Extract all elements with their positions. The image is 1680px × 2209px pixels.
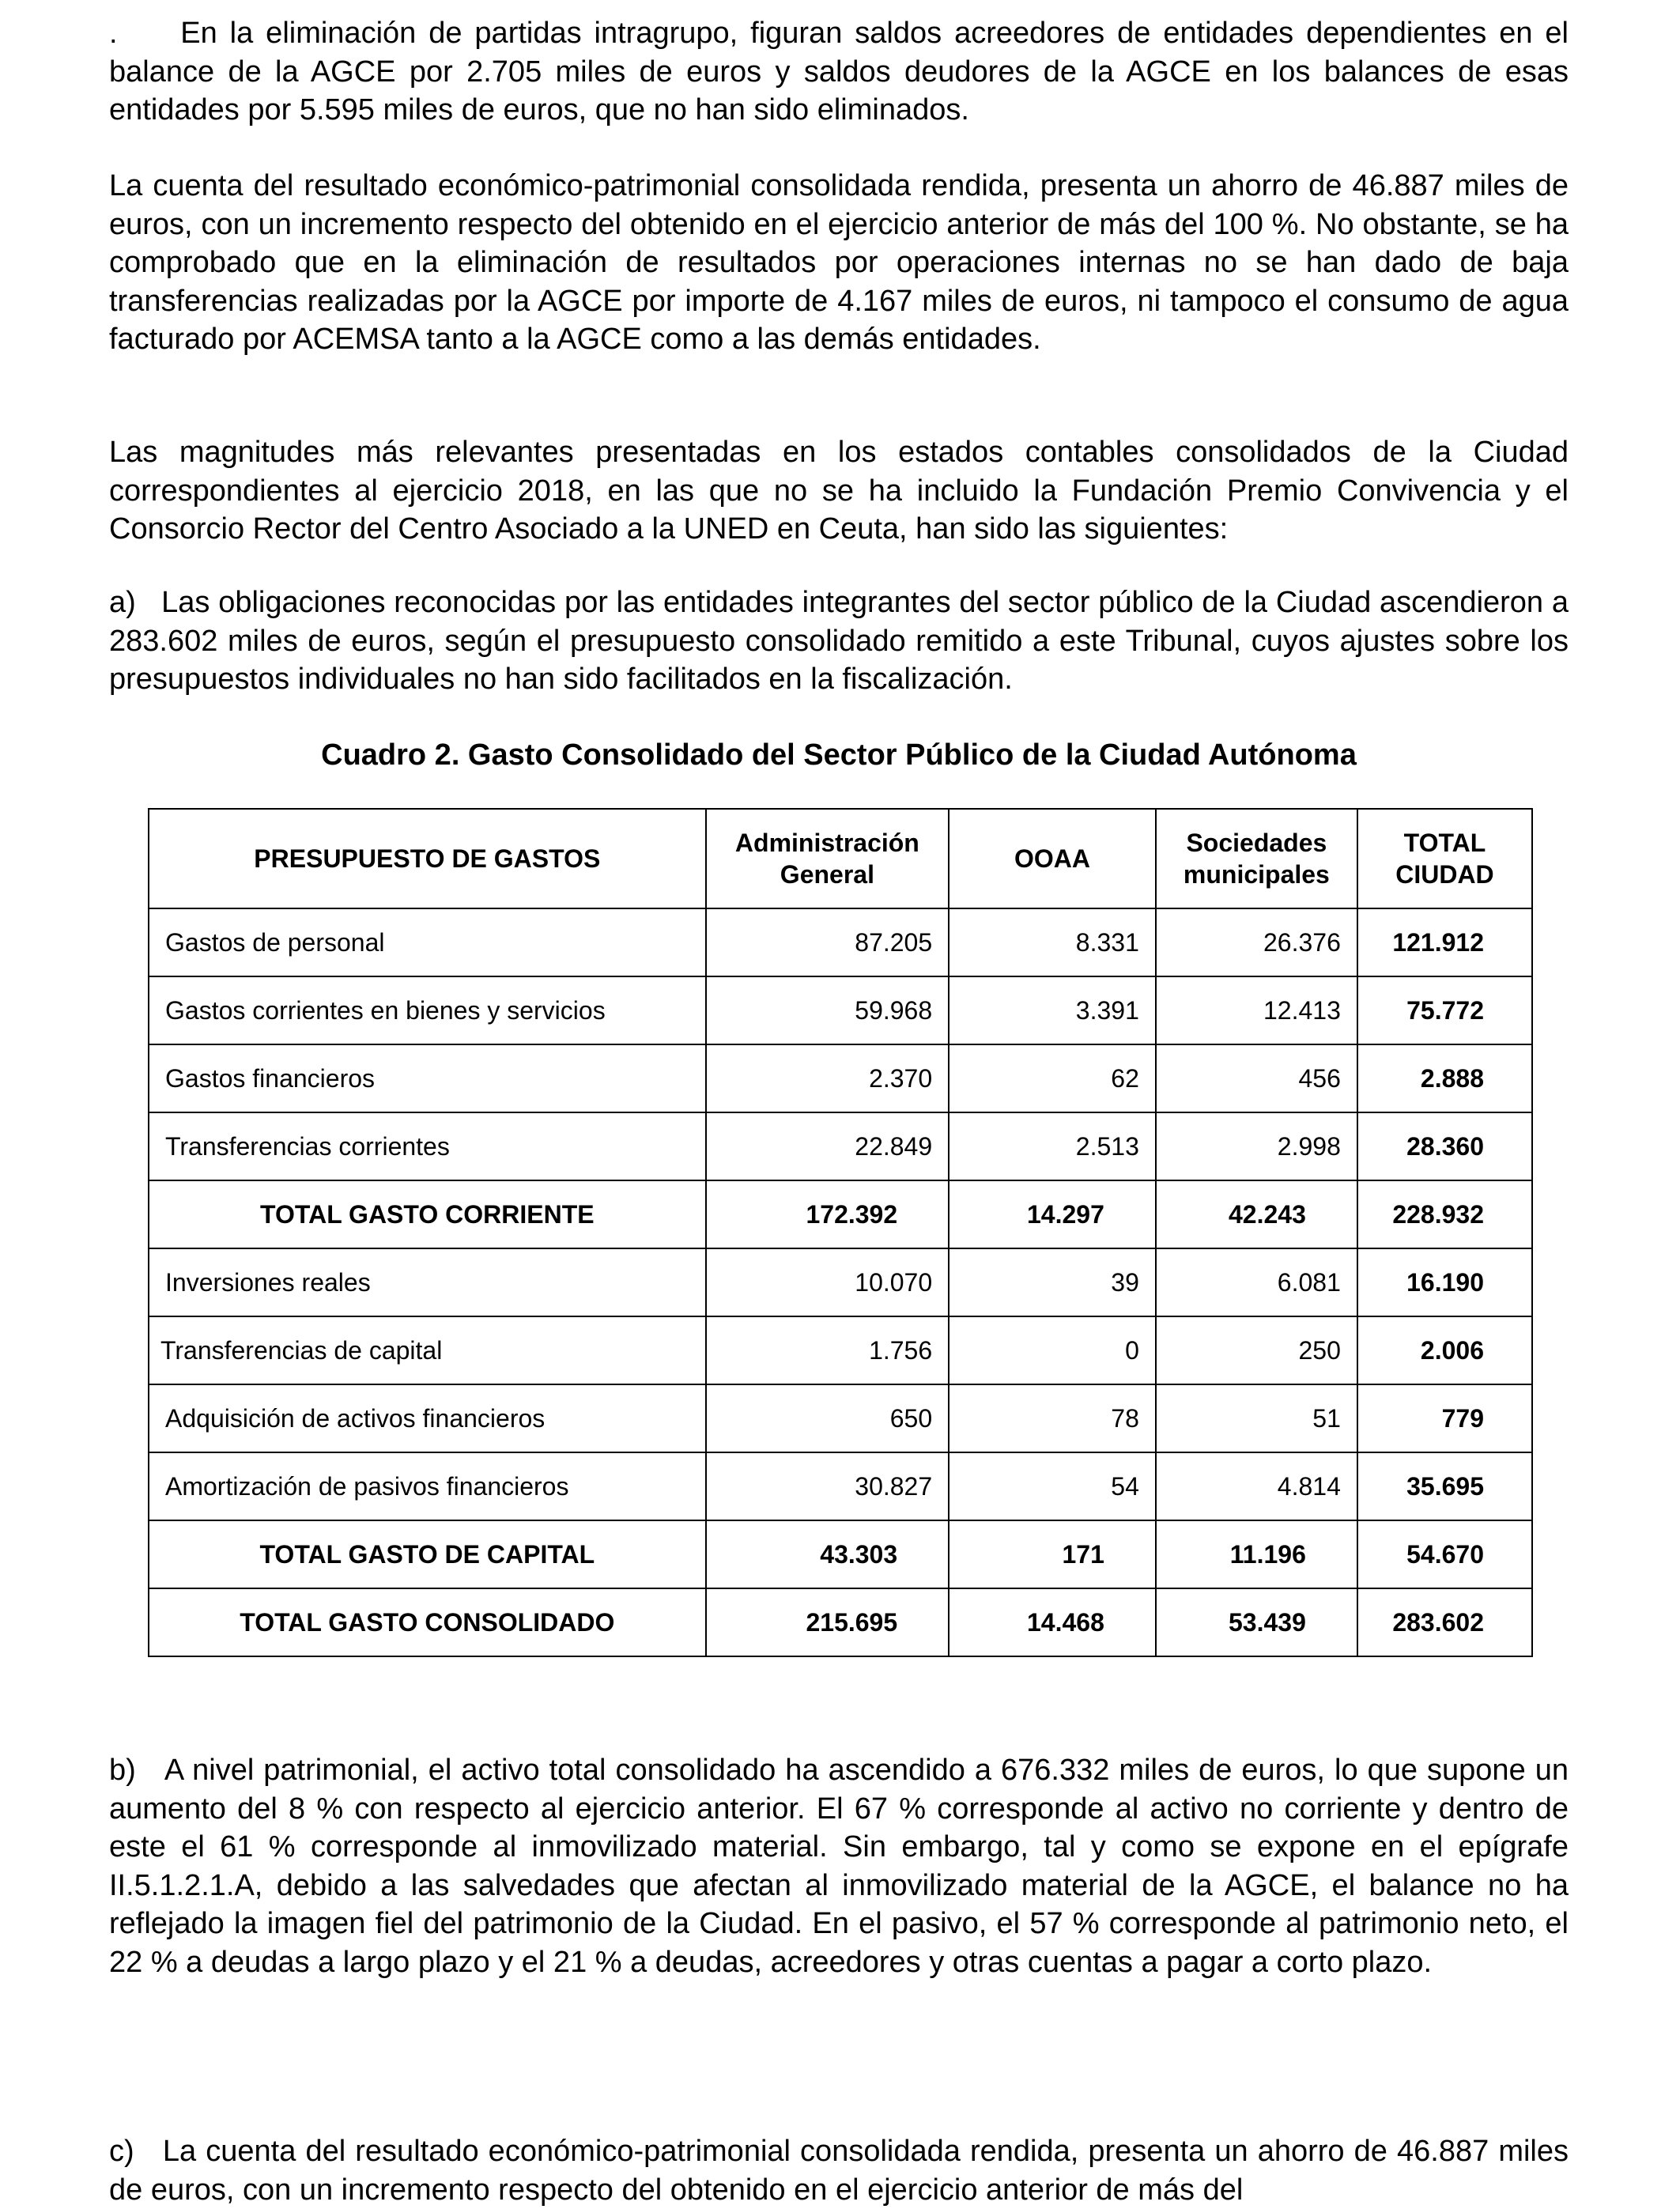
cell-total: 35.695 xyxy=(1357,1452,1532,1520)
cell-soc: 250 xyxy=(1156,1316,1357,1384)
cell-ooaa: 78 xyxy=(949,1384,1156,1452)
table-row xyxy=(149,1248,1532,1316)
cell-total: 283.602 xyxy=(1357,1588,1532,1656)
table-row xyxy=(149,976,1532,1044)
cell-ooaa: 2.513 xyxy=(949,1112,1156,1180)
cell-ooaa: 14.297 xyxy=(949,1180,1156,1248)
header-total-line1: TOTAL xyxy=(1403,829,1486,857)
paragraph-patrimonial: b) A nivel patrimonial, el activo total consolidado ha ascendido a 676.332 miles de euros, lo que supone un aumento del 8 % con respecto al ejercicio anterior. El 67 % corresponde al activo no corriente y dentro de este el 61 % corresponde al inmovilizado material. Sin embargo, tal y como se expone en el epígrafe II.5.1.2.1.A, debido a las salvedades que afectan al inmovilizado material de la AGCE, el balance no ha reflejado la imagen fiel del patrimonio de la Ciudad. En el pasivo, el 57 % corresponde al patrimonio neto, el 22 % a deudas a largo plazo y el 21 % a deudas, acreedores y otras cuentas a pagar a corto plazo. xyxy=(109,1754,1569,1979)
cell-soc: 51 xyxy=(1156,1384,1357,1452)
cell-ag: 172.392 xyxy=(706,1180,949,1248)
cell-ooaa: 62 xyxy=(949,1044,1156,1112)
cell-total: 16.190 xyxy=(1357,1248,1532,1316)
cell-ag: 30.827 xyxy=(706,1452,949,1520)
cell-ag: 1.756 xyxy=(706,1316,949,1384)
table-row xyxy=(149,1316,1532,1384)
table-caption: Cuadro 2. Gasto Consolidado del Sector Público de la Ciudad Autónoma xyxy=(321,738,1357,772)
header-ooaa xyxy=(949,809,1156,908)
header-total-line2: CIUDAD xyxy=(1395,860,1494,889)
cell-total: 28.360 xyxy=(1357,1112,1532,1180)
paragraph-magnitudes: Las magnitudes más relevantes presentadas en los estados contables consolidados de la Ciudad correspondientes al ejercicio 2018, en las que no se ha incluido la Fundación Premio Convivencia y el Consorcio Rector del Centro Asociado a la UNED en Ceuta, han sido las siguientes: xyxy=(109,436,1569,546)
cell-soc: 2.998 xyxy=(1156,1112,1357,1180)
cell-ooaa: 0 xyxy=(949,1316,1156,1384)
cell-ag: 10.070 xyxy=(706,1248,949,1316)
cell-soc: 12.413 xyxy=(1156,976,1357,1044)
cell-total: 779 xyxy=(1357,1384,1532,1452)
cell-ag: 59.968 xyxy=(706,976,949,1044)
cell-ooaa: 14.468 xyxy=(949,1588,1156,1656)
paragraph-obligations: a) Las obligaciones reconocidas por las entidades integrantes del sector público de la Ciudad ascendieron a 283.602 miles de euros, según el presupuesto consolidado remitido a este Tribunal, cuyos ajustes sobre los presupuestos individuales no han sido facilitados en la fiscalización. xyxy=(109,586,1569,697)
header-soc-line1: Sociedades xyxy=(1186,829,1327,857)
header-budget xyxy=(149,809,706,908)
header-soc-line2: municipales xyxy=(1183,860,1330,889)
cell-ag: 215.695 xyxy=(706,1588,949,1656)
cell-soc: 4.814 xyxy=(1156,1452,1357,1520)
consolidated-expense-table xyxy=(148,808,1533,1657)
header-admin-line1: Administración xyxy=(734,829,919,857)
cell-total: 75.772 xyxy=(1357,976,1532,1044)
header-sociedades xyxy=(1156,809,1357,908)
row-label: Transferencias corrientes xyxy=(149,1112,706,1180)
row-label: Transferencias de capital xyxy=(149,1316,706,1384)
cell-ooaa: 39 xyxy=(949,1248,1156,1316)
cell-total: 2.888 xyxy=(1357,1044,1532,1112)
cell-total: 54.670 xyxy=(1357,1520,1532,1588)
table-row xyxy=(149,1044,1532,1112)
row-label: Inversiones reales xyxy=(149,1248,706,1316)
paragraph-result-account: La cuenta del resultado económico-patrimonial consolidada rendida, presenta un ahorro de 46.887 miles de euros, con un incremento respecto del obtenido en el ejercicio anterior de más del 100 %. No obstante, se ha comprobado que en la eliminación de resultados por operaciones internas no se han dado de baja transferencias realizadas por la AGCE por importe de 4.167 miles de euros, ni tampoco el consumo de agua facturado por ACEMSA tanto a la AGCE como a las demás entidades. xyxy=(109,169,1569,357)
row-label: Amortización de pasivos financieros xyxy=(149,1452,706,1520)
row-label: TOTAL GASTO CORRIENTE xyxy=(149,1180,706,1248)
cell-soc: 11.196 xyxy=(1156,1520,1357,1588)
table-row xyxy=(149,1384,1532,1452)
cell-total: 228.932 xyxy=(1357,1180,1532,1248)
row-label: Gastos de personal xyxy=(149,908,706,976)
header-ooaa-text: OOAA xyxy=(1014,844,1090,873)
cell-ag: 650 xyxy=(706,1384,949,1452)
paragraph-result-account-c: c) La cuenta del resultado económico-patrimonial consolidada rendida, presenta un ahorro de 46.887 miles de euros, con un incremento respecto del obtenido en el ejercicio anterior de más del xyxy=(109,2135,1569,2207)
cell-ooaa: 171 xyxy=(949,1520,1156,1588)
table-row xyxy=(149,908,1532,976)
cell-soc: 26.376 xyxy=(1156,908,1357,976)
header-admin-general xyxy=(706,809,949,908)
row-label: Adquisición de activos financieros xyxy=(149,1384,706,1452)
cell-ag: 2.370 xyxy=(706,1044,949,1112)
grand-total-row xyxy=(149,1588,1532,1656)
cell-ooaa: 8.331 xyxy=(949,908,1156,976)
table-row xyxy=(149,1452,1532,1520)
subtotal-row xyxy=(149,1180,1532,1248)
subtotal-row xyxy=(149,1520,1532,1588)
header-total-ciudad xyxy=(1357,809,1532,908)
cell-ooaa: 54 xyxy=(949,1452,1156,1520)
cell-total: 2.006 xyxy=(1357,1316,1532,1384)
cell-soc: 456 xyxy=(1156,1044,1357,1112)
row-label: TOTAL GASTO CONSOLIDADO xyxy=(149,1588,706,1656)
header-admin-line2: General xyxy=(780,860,874,889)
cell-ag: 22.849 xyxy=(706,1112,949,1180)
cell-soc: 6.081 xyxy=(1156,1248,1357,1316)
cell-soc: 42.243 xyxy=(1156,1180,1357,1248)
row-label: Gastos corrientes en bienes y servicios xyxy=(149,976,706,1044)
cell-total: 121.912 xyxy=(1357,908,1532,976)
table-header-row xyxy=(149,809,1532,908)
paragraph-intragroup: . En la eliminación de partidas intragrupo, figuran saldos acreedores de entidades dependientes en el balance de la AGCE por 2.705 miles de euros y saldos deudores de la AGCE en los balances de esas entidades por 5.595 miles de euros, que no han sido eliminados. xyxy=(109,17,1569,127)
table-row xyxy=(149,1112,1532,1180)
cell-ag: 43.303 xyxy=(706,1520,949,1588)
cell-soc: 53.439 xyxy=(1156,1588,1357,1656)
row-label: TOTAL GASTO DE CAPITAL xyxy=(149,1520,706,1588)
header-budget-text: PRESUPUESTO DE GASTOS xyxy=(254,844,601,873)
cell-ooaa: 3.391 xyxy=(949,976,1156,1044)
row-label: Gastos financieros xyxy=(149,1044,706,1112)
cell-ag: 87.205 xyxy=(706,908,949,976)
